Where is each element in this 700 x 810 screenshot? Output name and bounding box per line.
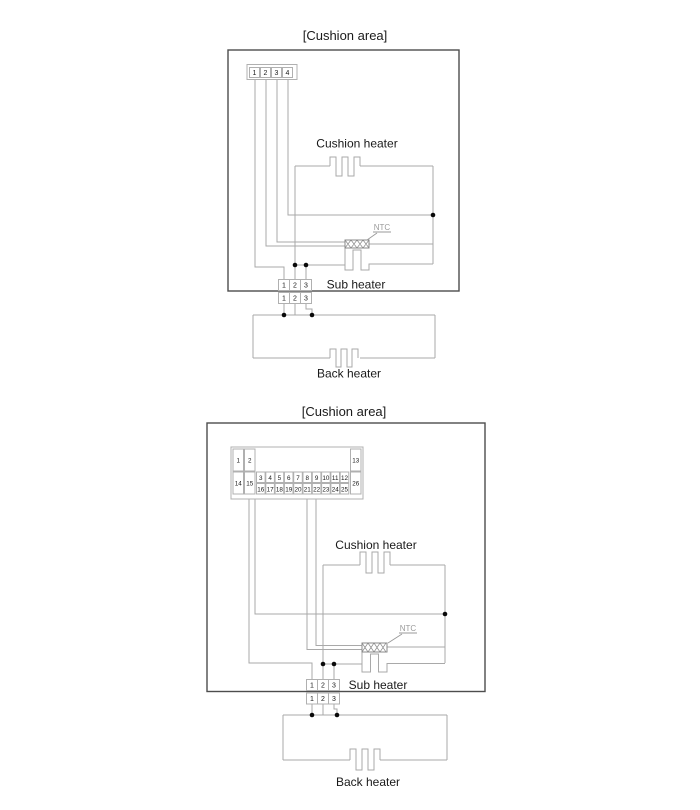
top-connector3-row1-pin3-label: 3 [304,282,308,290]
bottom-connector26-pin6-label: 6 [286,474,291,482]
top-junction-dot-1 [431,213,436,218]
bottom-connector26-pin25-label: 25 [340,486,349,494]
bottom-connector26-pin1-label: 1 [236,457,240,465]
bottom-connector26-pin20-label: 20 [294,486,302,494]
top-ntc-label: NTC [373,223,391,232]
bottom-connector3-row1-pin3-label: 3 [332,682,336,690]
top-cushion-heater-label: Cushion heater [316,136,398,151]
bottom-connector26-pin15-label: 15 [246,480,254,488]
top-connector4-pin2-label: 2 [263,70,268,77]
bottom-diagram [207,404,485,789]
top-connector4-pin4-label: 4 [285,70,290,77]
bottom-junction-dot-3 [332,662,337,667]
top-connector3-row2-pin3-label: 3 [304,295,308,303]
top-cushion-area-box [228,50,459,291]
top-connector3-row2-pin2-label: 2 [293,295,297,303]
bottom-ntc-pointer [388,633,417,643]
bottom-connector26-pin13-label: 13 [352,457,360,465]
bottom-connector26-pin12-label: 12 [340,474,349,482]
bottom-connector26-pin17-label: 17 [266,486,274,494]
top-connector3-row1-pin1-label: 1 [282,282,286,290]
top-ntc-pointer [367,232,391,240]
bottom-connector26-pin23-label: 23 [322,486,330,494]
top-back-heater-element [330,349,358,367]
bottom-connector26-pin21-label: 21 [303,486,311,494]
bottom-connector26-pin26-label: 26 [352,480,360,488]
bottom-connector26-pin5-label: 5 [277,474,282,482]
top-diagram [228,28,459,381]
bottom-junction-dot-2 [321,662,326,667]
bottom-sub-heater-label: Sub heater [348,678,408,692]
top-sub-heater-label: Sub heater [326,277,386,292]
top-connector4-pin3-label: 3 [274,70,279,77]
bottom-back-heater-element [350,749,380,770]
bottom-connector3-row2-pin3-label: 3 [332,696,336,703]
bottom-connector3-row2-pin1-label: 1 [310,696,314,703]
bottom-connector26-pin4-label: 4 [268,474,272,482]
top-back-heater-label: Back heater [316,366,382,381]
bottom-sub-heater-element [362,650,445,673]
bottom-connector3-row1-pin1-label: 1 [310,682,314,690]
top-sub-heater-element [345,246,433,270]
top-connector3-row2-pin1-label: 1 [282,295,286,303]
bottom-connector26-pin14-label: 14 [234,480,242,488]
bottom-cushion-heater-label: Cushion heater [335,538,417,552]
top-cushion-area-title: [Cushion area] [302,28,388,43]
top-junction-dot-4 [282,313,287,318]
top-junction-dot-5 [310,313,315,318]
bottom-connector26-pin10-label: 10 [322,474,330,482]
top-ntc-box [345,240,369,248]
bottom-back-heater-label: Back heater [335,775,401,789]
bottom-connector26-pin18-label: 18 [275,486,283,494]
top-cushion-heater-element [330,157,360,176]
bottom-connector26-pin3-label: 3 [259,474,263,482]
top-junction-dot-2 [293,263,298,268]
top-connector3-row1-pin2-label: 2 [293,282,297,290]
bottom-connector26-pin22-label: 22 [313,486,321,494]
bottom-ntc-label: NTC [399,624,417,633]
top-wires [253,80,435,358]
bottom-connector26-pin11-label: 11 [331,474,339,482]
top-junction-dot-3 [304,263,309,268]
bottom-connector26-pin16-label: 16 [257,486,265,494]
bottom-junction-dot-1 [443,612,448,617]
bottom-connector26-pin9-label: 9 [314,474,319,482]
bottom-junction-dot-5 [335,713,340,718]
bottom-connector26-pin24-label: 24 [331,486,339,494]
bottom-cushion-heater-element [360,552,390,573]
bottom-connector3-row2-pin2-label: 2 [321,696,325,703]
bottom-connector26-pin2-label: 2 [247,457,252,465]
bottom-connector26-pin19-label: 19 [285,486,293,494]
top-connector4-pin1-label: 1 [252,70,257,77]
bottom-connector26-pin8-label: 8 [305,474,310,482]
bottom-junction-dot-4 [310,713,315,718]
bottom-cushion-area-title: [Cushion area] [301,404,387,419]
bottom-connector3-row1-pin2-label: 2 [321,682,325,690]
bottom-connector26-pin7-label: 7 [296,474,300,482]
